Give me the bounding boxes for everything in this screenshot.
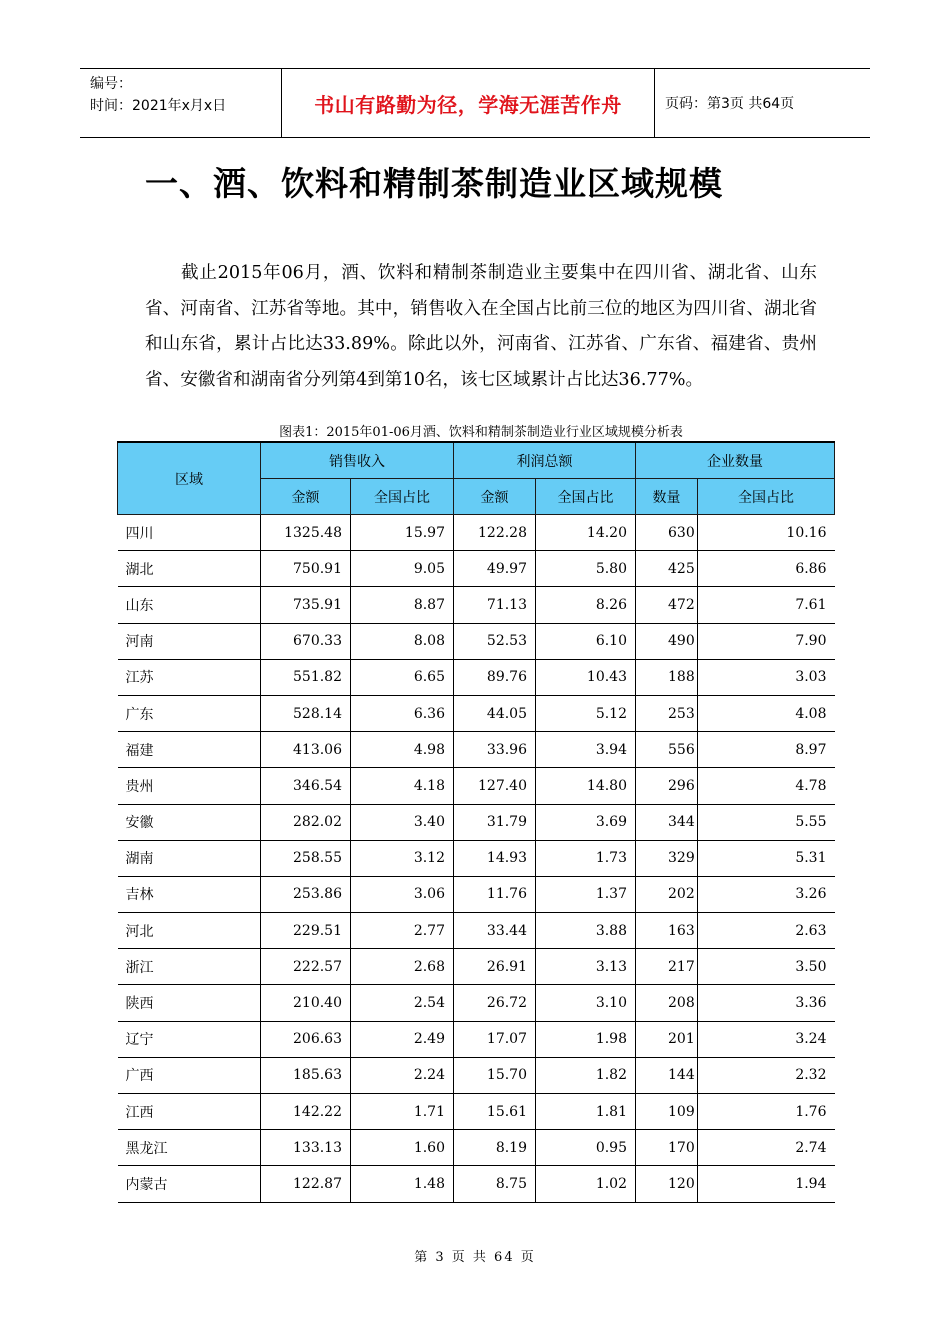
table-row [118,949,835,985]
cell-enterprise-share: 10.16 [698,515,835,551]
table-row [118,1130,835,1166]
table-header-row [118,442,835,479]
cell-region: 湖南 [118,840,261,876]
cell-sales-amount: 551.82 [261,659,351,695]
cell-region: 湖北 [118,551,261,587]
cell-sales-share: 1.71 [351,1094,454,1130]
cell-region: 陕西 [118,985,261,1021]
cell-region: 吉林 [118,876,261,912]
document-time-label: 时间：2021年x月x日 [90,98,227,114]
cell-enterprise-share: 4.08 [698,695,835,731]
cell-sales-amount: 229.51 [261,913,351,949]
subheader-enterprise-share: 全国占比 [698,479,835,515]
cell-enterprise-count: 329 [636,840,698,876]
page-header [80,68,870,138]
cell-enterprise-count: 208 [636,985,698,1021]
table-row [118,768,835,804]
cell-sales-amount: 185.63 [261,1057,351,1093]
header-group-sales: 销售收入 [261,442,454,479]
cell-region: 四川 [118,515,261,551]
cell-sales-share: 4.18 [351,768,454,804]
cell-profit-amount: 14.93 [454,840,536,876]
cell-enterprise-count: 202 [636,876,698,912]
document-number-label: 编号： [90,76,132,92]
cell-sales-amount: 258.55 [261,840,351,876]
header-group-profit: 利润总额 [454,442,636,479]
cell-sales-share: 15.97 [351,515,454,551]
table-row [118,985,835,1021]
cell-profit-share: 1.98 [536,1021,636,1057]
cell-profit-share: 3.10 [536,985,636,1021]
cell-profit-amount: 17.07 [454,1021,536,1057]
cell-region: 江苏 [118,659,261,695]
cell-profit-share: 8.26 [536,587,636,623]
table-row [118,1166,835,1202]
cell-profit-amount: 26.72 [454,985,536,1021]
cell-enterprise-count: 217 [636,949,698,985]
table-row [118,551,835,587]
subheader-enterprise-count: 数量 [636,479,698,515]
cell-sales-amount: 253.86 [261,876,351,912]
table-body [118,515,835,1203]
cell-sales-amount: 142.22 [261,1094,351,1130]
table-row [118,659,835,695]
header-group-enterprises: 企业数量 [636,442,835,479]
cell-sales-share: 3.40 [351,804,454,840]
cell-region: 黑龙江 [118,1130,261,1166]
cell-enterprise-count: 425 [636,551,698,587]
cell-sales-share: 2.24 [351,1057,454,1093]
cell-enterprise-count: 472 [636,587,698,623]
cell-enterprise-count: 188 [636,659,698,695]
cell-profit-share: 14.20 [536,515,636,551]
cell-region: 广西 [118,1057,261,1093]
cell-profit-amount: 127.40 [454,768,536,804]
cell-enterprise-share: 3.24 [698,1021,835,1057]
cell-enterprise-count: 120 [636,1166,698,1202]
cell-enterprise-count: 163 [636,913,698,949]
cell-enterprise-share: 3.50 [698,949,835,985]
cell-profit-amount: 26.91 [454,949,536,985]
table-row [118,913,835,949]
table-row [118,695,835,731]
cell-enterprise-count: 630 [636,515,698,551]
cell-enterprise-count: 344 [636,804,698,840]
table-row [118,587,835,623]
cell-region: 福建 [118,732,261,768]
cell-enterprise-share: 7.61 [698,587,835,623]
header-motto: 书山有路勤为径，学海无涯苦作舟 [282,69,655,137]
cell-profit-share: 3.88 [536,913,636,949]
cell-profit-share: 1.37 [536,876,636,912]
cell-profit-amount: 71.13 [454,587,536,623]
cell-sales-share: 2.77 [351,913,454,949]
body-paragraph: 截止2015年06月，酒、饮料和精制茶制造业主要集中在四川省、湖北省、山东省、河南省、江苏省等地。其中，销售收入在全国占比前三位的地区为四川省、湖北省和山东省，累计占比达33.89%。除此以外，河南省、江苏省、广东省、福建省、贵州省、安徽省和湖南省分列第4到第10名，该七区域累计占比达36.77%。 [145,263,817,390]
table-row [118,840,835,876]
header-region: 区域 [118,442,261,515]
cell-profit-share: 1.82 [536,1057,636,1093]
cell-sales-amount: 122.87 [261,1166,351,1202]
page-footer: 第 3 页 共 64 页 [414,1250,536,1265]
cell-region: 江西 [118,1094,261,1130]
cell-sales-amount: 1325.48 [261,515,351,551]
cell-region: 内蒙古 [118,1166,261,1202]
cell-sales-amount: 222.57 [261,949,351,985]
cell-sales-amount: 528.14 [261,695,351,731]
cell-profit-share: 3.69 [536,804,636,840]
cell-sales-share: 3.06 [351,876,454,912]
cell-region: 河南 [118,623,261,659]
header-page-info: 页码：第3页 共64页 [665,96,795,112]
cell-sales-share: 6.36 [351,695,454,731]
cell-region: 浙江 [118,949,261,985]
table-row [118,1021,835,1057]
cell-sales-amount: 133.13 [261,1130,351,1166]
table-row [118,623,835,659]
cell-sales-amount: 346.54 [261,768,351,804]
cell-region: 辽宁 [118,1021,261,1057]
cell-profit-share: 5.12 [536,695,636,731]
cell-sales-share: 1.60 [351,1130,454,1166]
subheader-profit-amount: 金额 [454,479,536,515]
table-caption: 图表1：2015年01-06月酒、饮料和精制茶制造业行业区域规模分析表 [279,425,683,440]
subheader-profit-share: 全国占比 [536,479,636,515]
cell-profit-amount: 11.76 [454,876,536,912]
cell-enterprise-share: 2.32 [698,1057,835,1093]
cell-sales-amount: 210.40 [261,985,351,1021]
cell-enterprise-share: 7.90 [698,623,835,659]
cell-enterprise-share: 3.03 [698,659,835,695]
cell-sales-share: 2.54 [351,985,454,1021]
cell-sales-share: 8.87 [351,587,454,623]
table-row [118,1094,835,1130]
cell-profit-amount: 89.76 [454,659,536,695]
cell-profit-amount: 33.44 [454,913,536,949]
cell-sales-share: 9.05 [351,551,454,587]
cell-profit-share: 1.02 [536,1166,636,1202]
cell-enterprise-count: 201 [636,1021,698,1057]
cell-profit-amount: 31.79 [454,804,536,840]
cell-sales-amount: 413.06 [261,732,351,768]
cell-enterprise-share: 3.26 [698,876,835,912]
cell-region: 河北 [118,913,261,949]
section-title: 一、酒、饮料和精制茶制造业区域规模 [145,164,723,203]
cell-enterprise-share: 8.97 [698,732,835,768]
region-scale-table [117,441,835,1203]
cell-profit-share: 1.81 [536,1094,636,1130]
table-row [118,804,835,840]
cell-profit-amount: 15.61 [454,1094,536,1130]
cell-region: 山东 [118,587,261,623]
cell-enterprise-share: 5.31 [698,840,835,876]
cell-enterprise-count: 296 [636,768,698,804]
cell-enterprise-count: 109 [636,1094,698,1130]
cell-profit-share: 0.95 [536,1130,636,1166]
cell-sales-share: 2.49 [351,1021,454,1057]
cell-profit-share: 3.13 [536,949,636,985]
cell-enterprise-count: 490 [636,623,698,659]
table-row [118,876,835,912]
subheader-sales-share: 全国占比 [351,479,454,515]
cell-sales-amount: 750.91 [261,551,351,587]
cell-profit-amount: 44.05 [454,695,536,731]
subheader-sales-amount: 金额 [261,479,351,515]
cell-sales-share: 4.98 [351,732,454,768]
cell-profit-amount: 15.70 [454,1057,536,1093]
cell-enterprise-share: 6.86 [698,551,835,587]
cell-profit-share: 1.73 [536,840,636,876]
cell-profit-amount: 49.97 [454,551,536,587]
cell-sales-share: 2.68 [351,949,454,985]
cell-enterprise-share: 2.74 [698,1130,835,1166]
cell-sales-amount: 670.33 [261,623,351,659]
cell-profit-share: 6.10 [536,623,636,659]
cell-profit-amount: 52.53 [454,623,536,659]
cell-profit-share: 3.94 [536,732,636,768]
cell-enterprise-count: 170 [636,1130,698,1166]
cell-profit-amount: 8.75 [454,1166,536,1202]
table-row [118,732,835,768]
cell-enterprise-share: 1.94 [698,1166,835,1202]
cell-enterprise-share: 4.78 [698,768,835,804]
cell-profit-share: 5.80 [536,551,636,587]
cell-profit-share: 14.80 [536,768,636,804]
cell-enterprise-count: 253 [636,695,698,731]
cell-sales-amount: 206.63 [261,1021,351,1057]
cell-sales-share: 6.65 [351,659,454,695]
cell-sales-amount: 735.91 [261,587,351,623]
cell-profit-amount: 33.96 [454,732,536,768]
cell-enterprise-share: 2.63 [698,913,835,949]
table-row [118,515,835,551]
table-row [118,1057,835,1093]
cell-region: 贵州 [118,768,261,804]
cell-sales-share: 3.12 [351,840,454,876]
header-meta [80,69,282,137]
cell-enterprise-count: 144 [636,1057,698,1093]
cell-profit-amount: 8.19 [454,1130,536,1166]
cell-enterprise-share: 3.36 [698,985,835,1021]
cell-sales-share: 1.48 [351,1166,454,1202]
cell-enterprise-share: 1.76 [698,1094,835,1130]
cell-enterprise-share: 5.55 [698,804,835,840]
cell-region: 广东 [118,695,261,731]
cell-profit-share: 10.43 [536,659,636,695]
cell-profit-amount: 122.28 [454,515,536,551]
cell-enterprise-count: 556 [636,732,698,768]
cell-region: 安徽 [118,804,261,840]
cell-sales-share: 8.08 [351,623,454,659]
cell-sales-amount: 282.02 [261,804,351,840]
